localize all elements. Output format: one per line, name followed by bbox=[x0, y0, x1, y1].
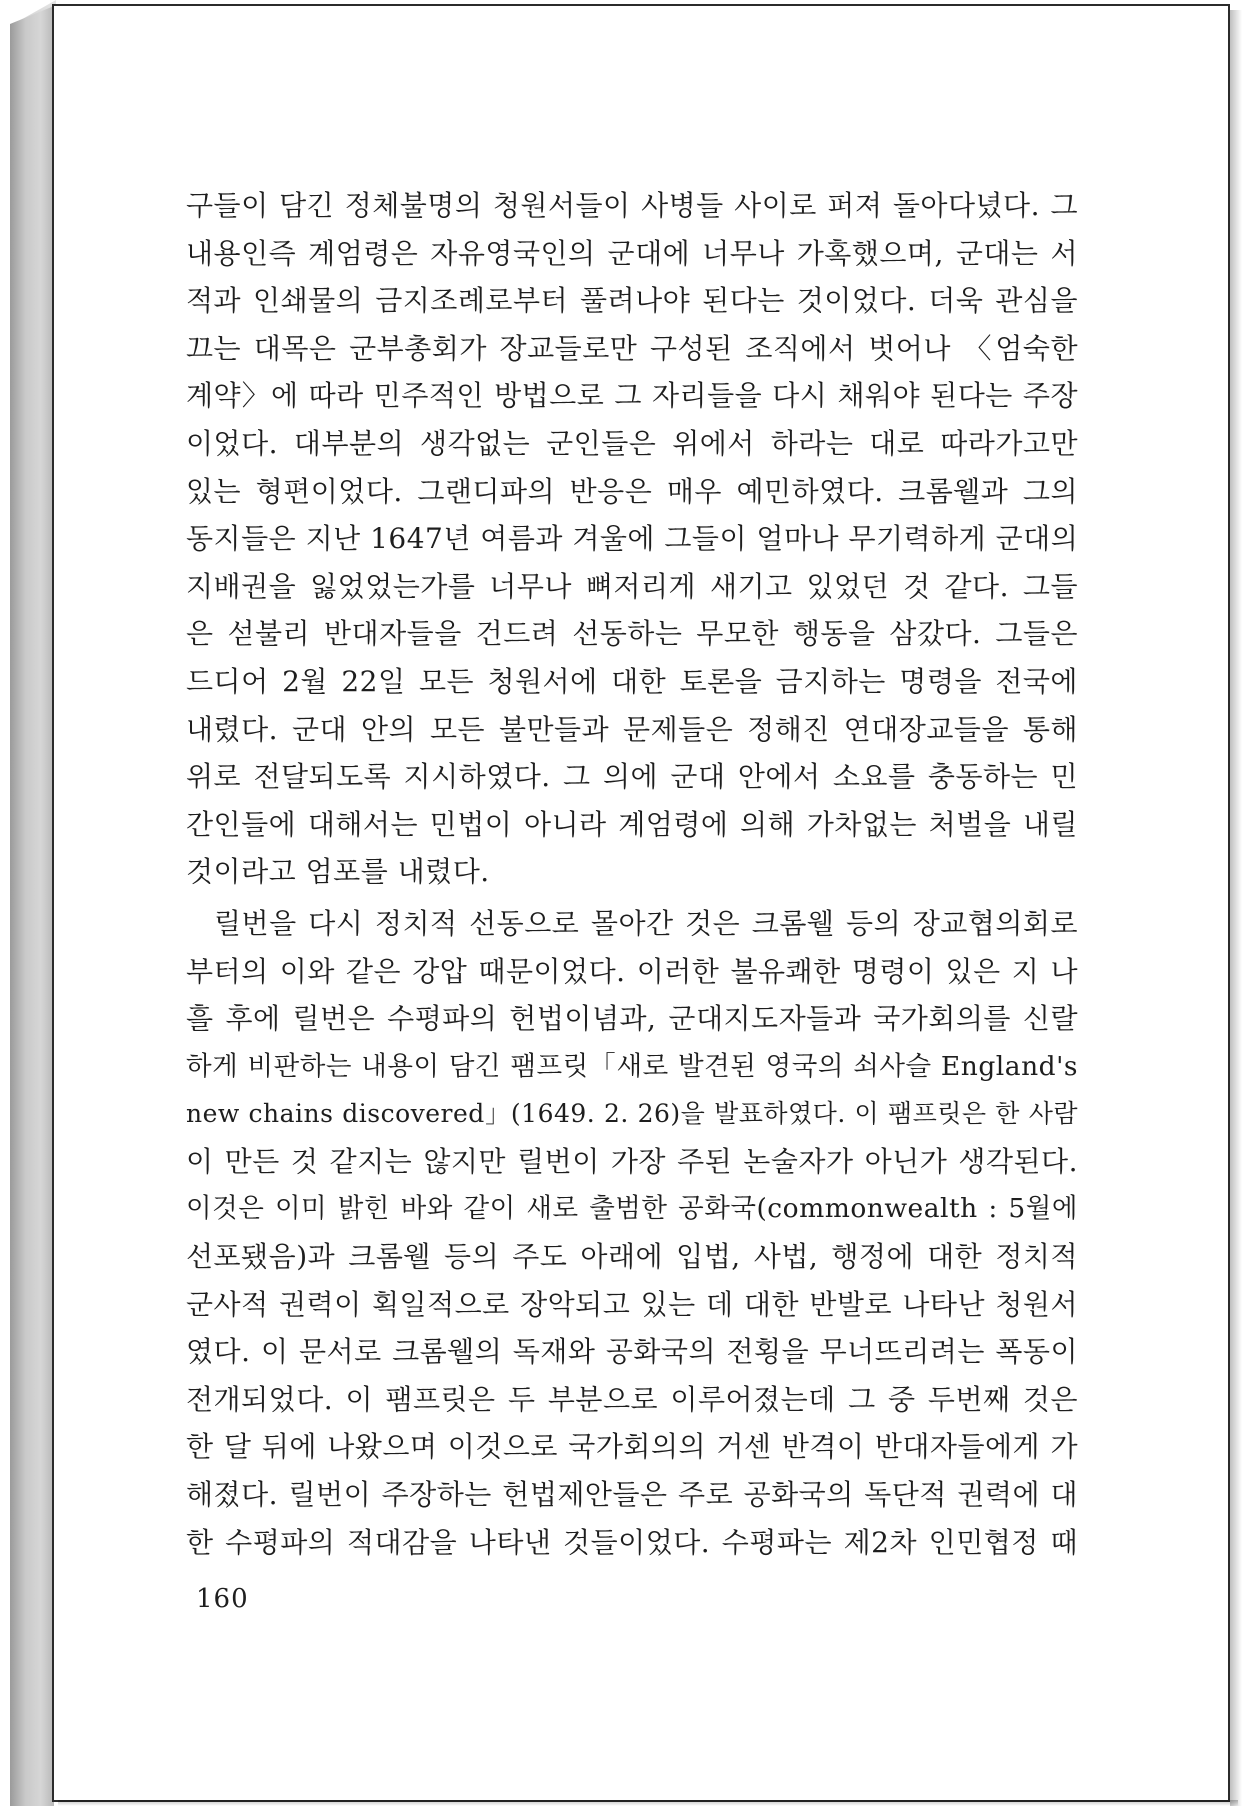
text-line: 내렸다. 군대 안의 모든 불만들과 문제들은 정해진 연대장교들을 통해 bbox=[186, 712, 1078, 746]
text-line: 군사적 권력이 획일적으로 장악되고 있는 데 대한 반발로 나타난 청원서 bbox=[186, 1287, 1078, 1321]
text-line: 하게 비판하는 내용이 담긴 팸프릿「새로 발견된 영국의 쇠사슬 England's bbox=[186, 1050, 1078, 1082]
text-line: 구들이 담긴 정체불명의 청원서들이 사병들 사이로 퍼져 돌아다녔다. 그 bbox=[186, 189, 1078, 222]
text-line: 였다. 이 문서로 크롬웰의 독재와 공화국의 전횡을 무너뜨리려는 폭동이 bbox=[186, 1335, 1078, 1369]
text-line: 한 수평파의 적대감을 나타낸 것들이었다. 수평파는 제2차 인민협정 때 bbox=[186, 1525, 1078, 1559]
text-line: 계약〉에 따라 민주적인 방법으로 그 자리들을 다시 채워야 된다는 주장 bbox=[186, 379, 1078, 413]
page-shadow-right bbox=[1230, 10, 1242, 1806]
paragraph-1 bbox=[186, 182, 1078, 896]
body-text bbox=[186, 182, 1078, 1566]
text-line: 끄는 대목은 군부총회가 장교들로만 구성된 조직에서 벗어나 〈엄숙한 bbox=[186, 331, 1078, 365]
text-line: 이 만든 것 같지는 않지만 릴번이 가장 주된 논술자가 아닌가 생각된다. bbox=[186, 1144, 1078, 1178]
text-line: 지배권을 잃었었는가를 너무나 뼈저리게 새기고 있었던 것 같다. 그들 bbox=[186, 569, 1078, 603]
text-line: 전개되었다. 이 팸프릿은 두 부분으로 이루어졌는데 그 중 두번째 것은 bbox=[186, 1382, 1078, 1416]
page-shadow-bottom bbox=[58, 1800, 1238, 1806]
text-line: 한 달 뒤에 나왔으며 이것으로 국가회의의 거센 반격이 반대자들에게 가 bbox=[186, 1430, 1078, 1464]
text-line: 간인들에 대해서는 민법이 아니라 계엄령에 의해 가차없는 처벌을 내릴 bbox=[186, 807, 1078, 841]
text-line: 적과 인쇄물의 금지조례로부터 풀려나야 된다는 것이었다. 더욱 관심을 bbox=[186, 284, 1078, 318]
text-line: 것이라고 엄포를 내렸다. bbox=[186, 855, 490, 889]
text-line: 드디어 2월 22일 모든 청원서에 대한 토론을 금지하는 명령을 전국에 bbox=[186, 664, 1078, 698]
text-line: 은 섣불리 반대자들을 건드려 선동하는 무모한 행동을 삼갔다. 그들은 bbox=[186, 617, 1078, 651]
text-line: 내용인즉 계엄령은 자유영국인의 군대에 너무나 가혹했으며, 군대는 서 bbox=[186, 236, 1078, 270]
text-line: 해졌다. 릴번이 주장하는 헌법제안들은 주로 공화국의 독단적 권력에 대 bbox=[186, 1478, 1078, 1512]
text-line: 부터의 이와 같은 강압 때문이었다. 이러한 불유쾌한 명령이 있은 지 나 bbox=[186, 954, 1078, 988]
text-line: 선포됐음)과 크롬웰 등의 주도 아래에 입법, 사법, 행정에 대한 정치적 bbox=[186, 1240, 1078, 1274]
book-spine bbox=[10, 6, 54, 1806]
text-line: 위로 전달되도록 지시하였다. 그 의에 군대 안에서 소요를 충동하는 민 bbox=[186, 760, 1078, 794]
text-line: 흘 후에 릴번은 수평파의 헌법이념과, 군대지도자들과 국가회의를 신랄 bbox=[186, 1002, 1078, 1036]
text-line: 릴번을 다시 정치적 선동으로 몰아간 것은 크롬웰 등의 장교협의회로 bbox=[214, 906, 1078, 940]
text-line: 동지들은 지난 1647년 여름과 겨울에 그들이 얼마나 무기력하게 군대의 bbox=[186, 522, 1078, 556]
page-number: 160 bbox=[196, 1584, 249, 1614]
text-line: new chains discovered」(1649. 2. 26)을 발표하였다. 이 팸프릿은 한 사람 bbox=[186, 1099, 1078, 1129]
paragraph-2 bbox=[186, 900, 1078, 1566]
text-line: 이었다. 대부분의 생각없는 군인들은 위에서 하라는 대로 따라가고만 bbox=[186, 426, 1078, 460]
text-line: 있는 형편이었다. 그랜디파의 반응은 매우 예민하였다. 크롬웰과 그의 bbox=[186, 474, 1078, 508]
text-line: 이것은 이미 밝힌 바와 같이 새로 출범한 공화국(commonwealth : 5월에 bbox=[186, 1193, 1078, 1225]
